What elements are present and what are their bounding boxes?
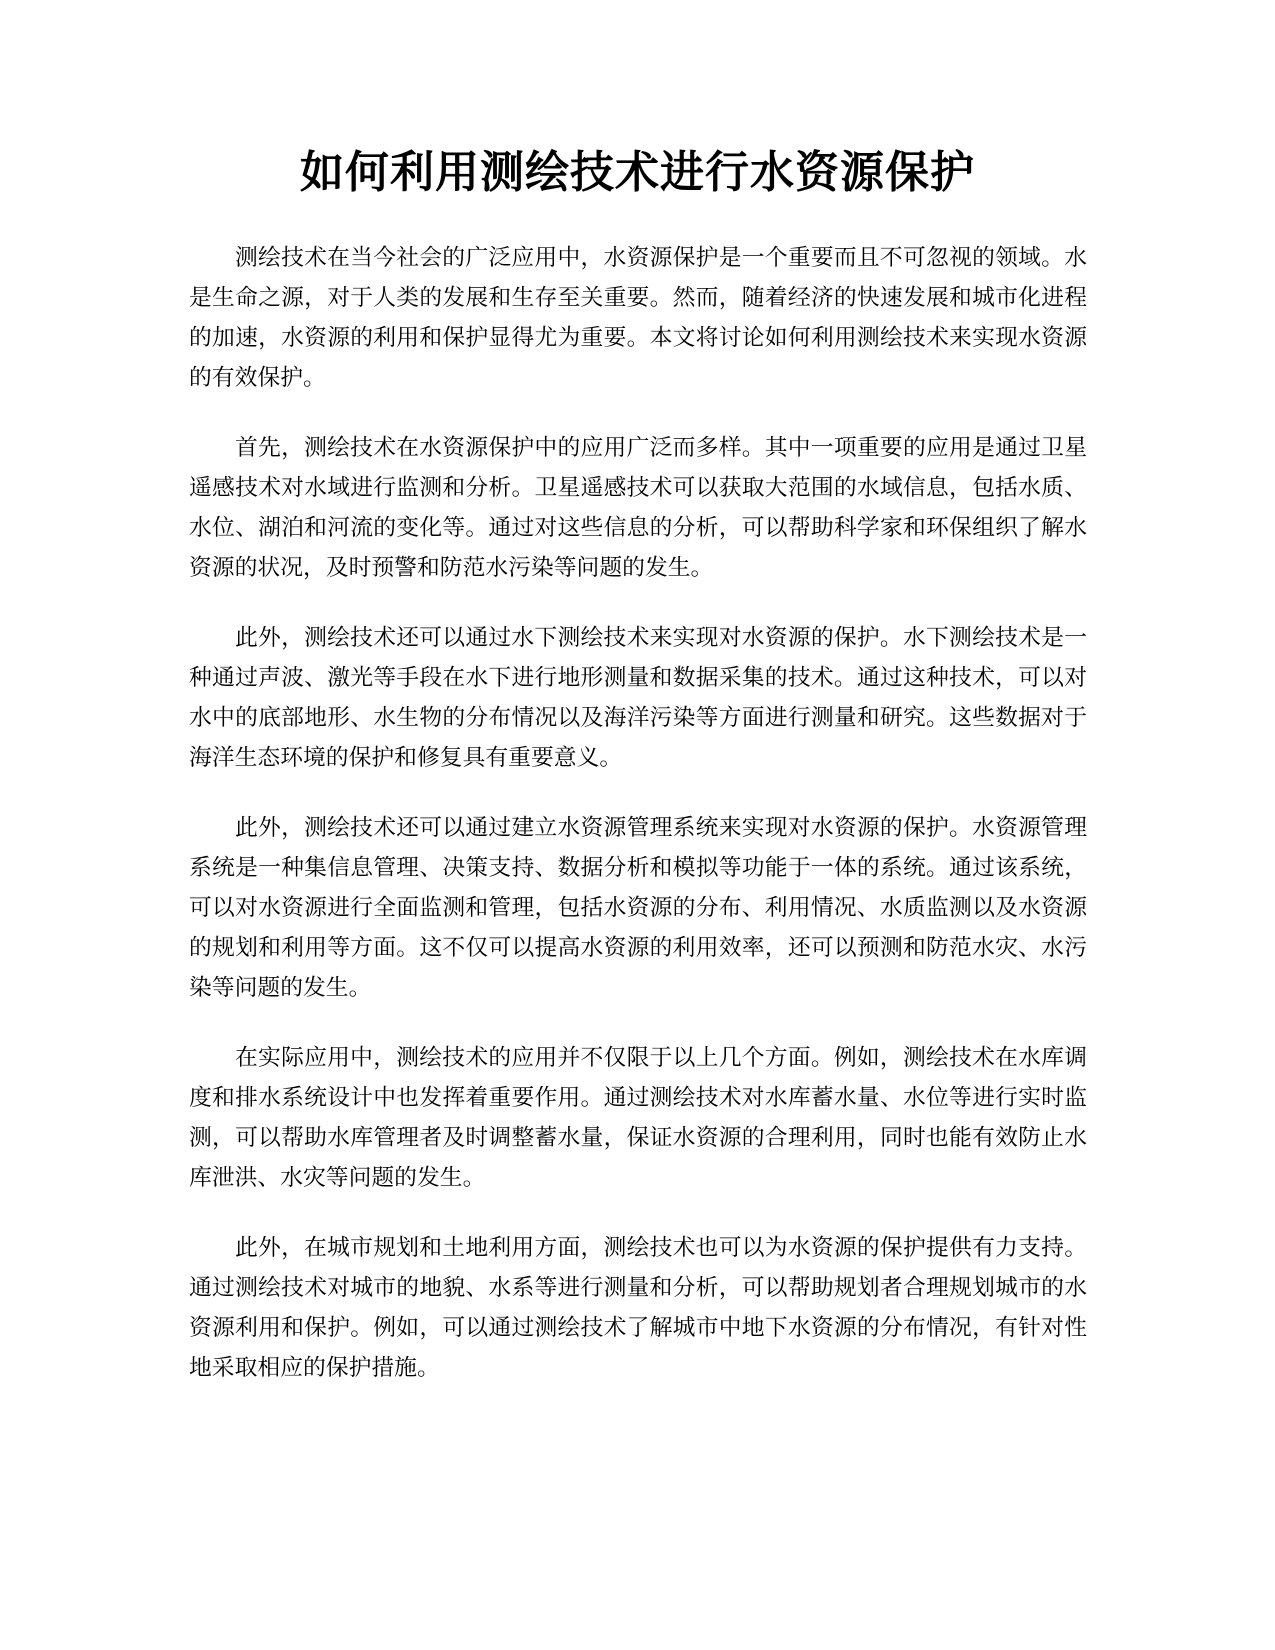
document-body <box>189 238 1087 1418</box>
paragraph-satellite-remote-sensing: 首先，测绘技术在水资源保护中的应用广泛而多样。其中一项重要的应用是通过卫星遥感技术对水域进行监测和分析。卫星遥感技术可以获取大范围的水域信息，包括水质、水位、湖泊和河流的变化等。通过对这些信息的分析，可以帮助科学家和环保组织了解水资源的状况，及时预警和防范水污染等问题的发生。 <box>189 435 1087 581</box>
paragraph-intro: 测绘技术在当今社会的广泛应用中，水资源保护是一个重要而且不可忽视的领域。水是生命之源，对于人类的发展和生存至关重要。然而，随着经济的快速发展和城市化进程的加速，水资源的利用和保护显得尤为重要。本文将讨论如何利用测绘技术来实现水资源的有效保护。 <box>189 245 1087 391</box>
paragraph-reservoir-dispatch: 在实际应用中，测绘技术的应用并不仅限于以上几个方面。例如，测绘技术在水库调度和排水系统设计中也发挥着重要作用。通过测绘技术对水库蓄水量、水位等进行实时监测，可以帮助水库管理者及时调整蓄水量，保证水资源的合理利用，同时也能有效防止水库泄洪、水灾等问题的发生。 <box>189 1045 1087 1191</box>
paragraph-management-system: 此外，测绘技术还可以通过建立水资源管理系统来实现对水资源的保护。水资源管理系统是一种集信息管理、决策支持、数据分析和模拟等功能于一体的系统。通过该系统，可以对水资源进行全面监测和管理，包括水资源的分布、利用情况、水质监测以及水资源的规划和利用等方面。这不仅可以提高水资源的利用效率，还可以预测和防范水灾、水污染等问题的发生。 <box>189 815 1087 1001</box>
paragraph-urban-planning: 此外，在城市规划和土地利用方面，测绘技术也可以为水资源的保护提供有力支持。通过测绘技术对城市的地貌、水系等进行测量和分析，可以帮助规划者合理规划城市的水资源利用和保护。例如，可以通过测绘技术了解城市中地下水资源的分布情况，有针对性地采取相应的保护措施。 <box>189 1235 1087 1381</box>
document-title: 如何利用测绘技术进行水资源保护 <box>300 147 975 198</box>
paragraph-underwater-surveying: 此外，测绘技术还可以通过水下测绘技术来实现对水资源的保护。水下测绘技术是一种通过声波、激光等手段在水下进行地形测量和数据采集的技术。通过这种技术，可以对水中的底部地形、水生物的分布情况以及海洋污染等方面进行测量和研究。这些数据对于海洋生态环境的保护和修复具有重要意义。 <box>189 625 1087 771</box>
